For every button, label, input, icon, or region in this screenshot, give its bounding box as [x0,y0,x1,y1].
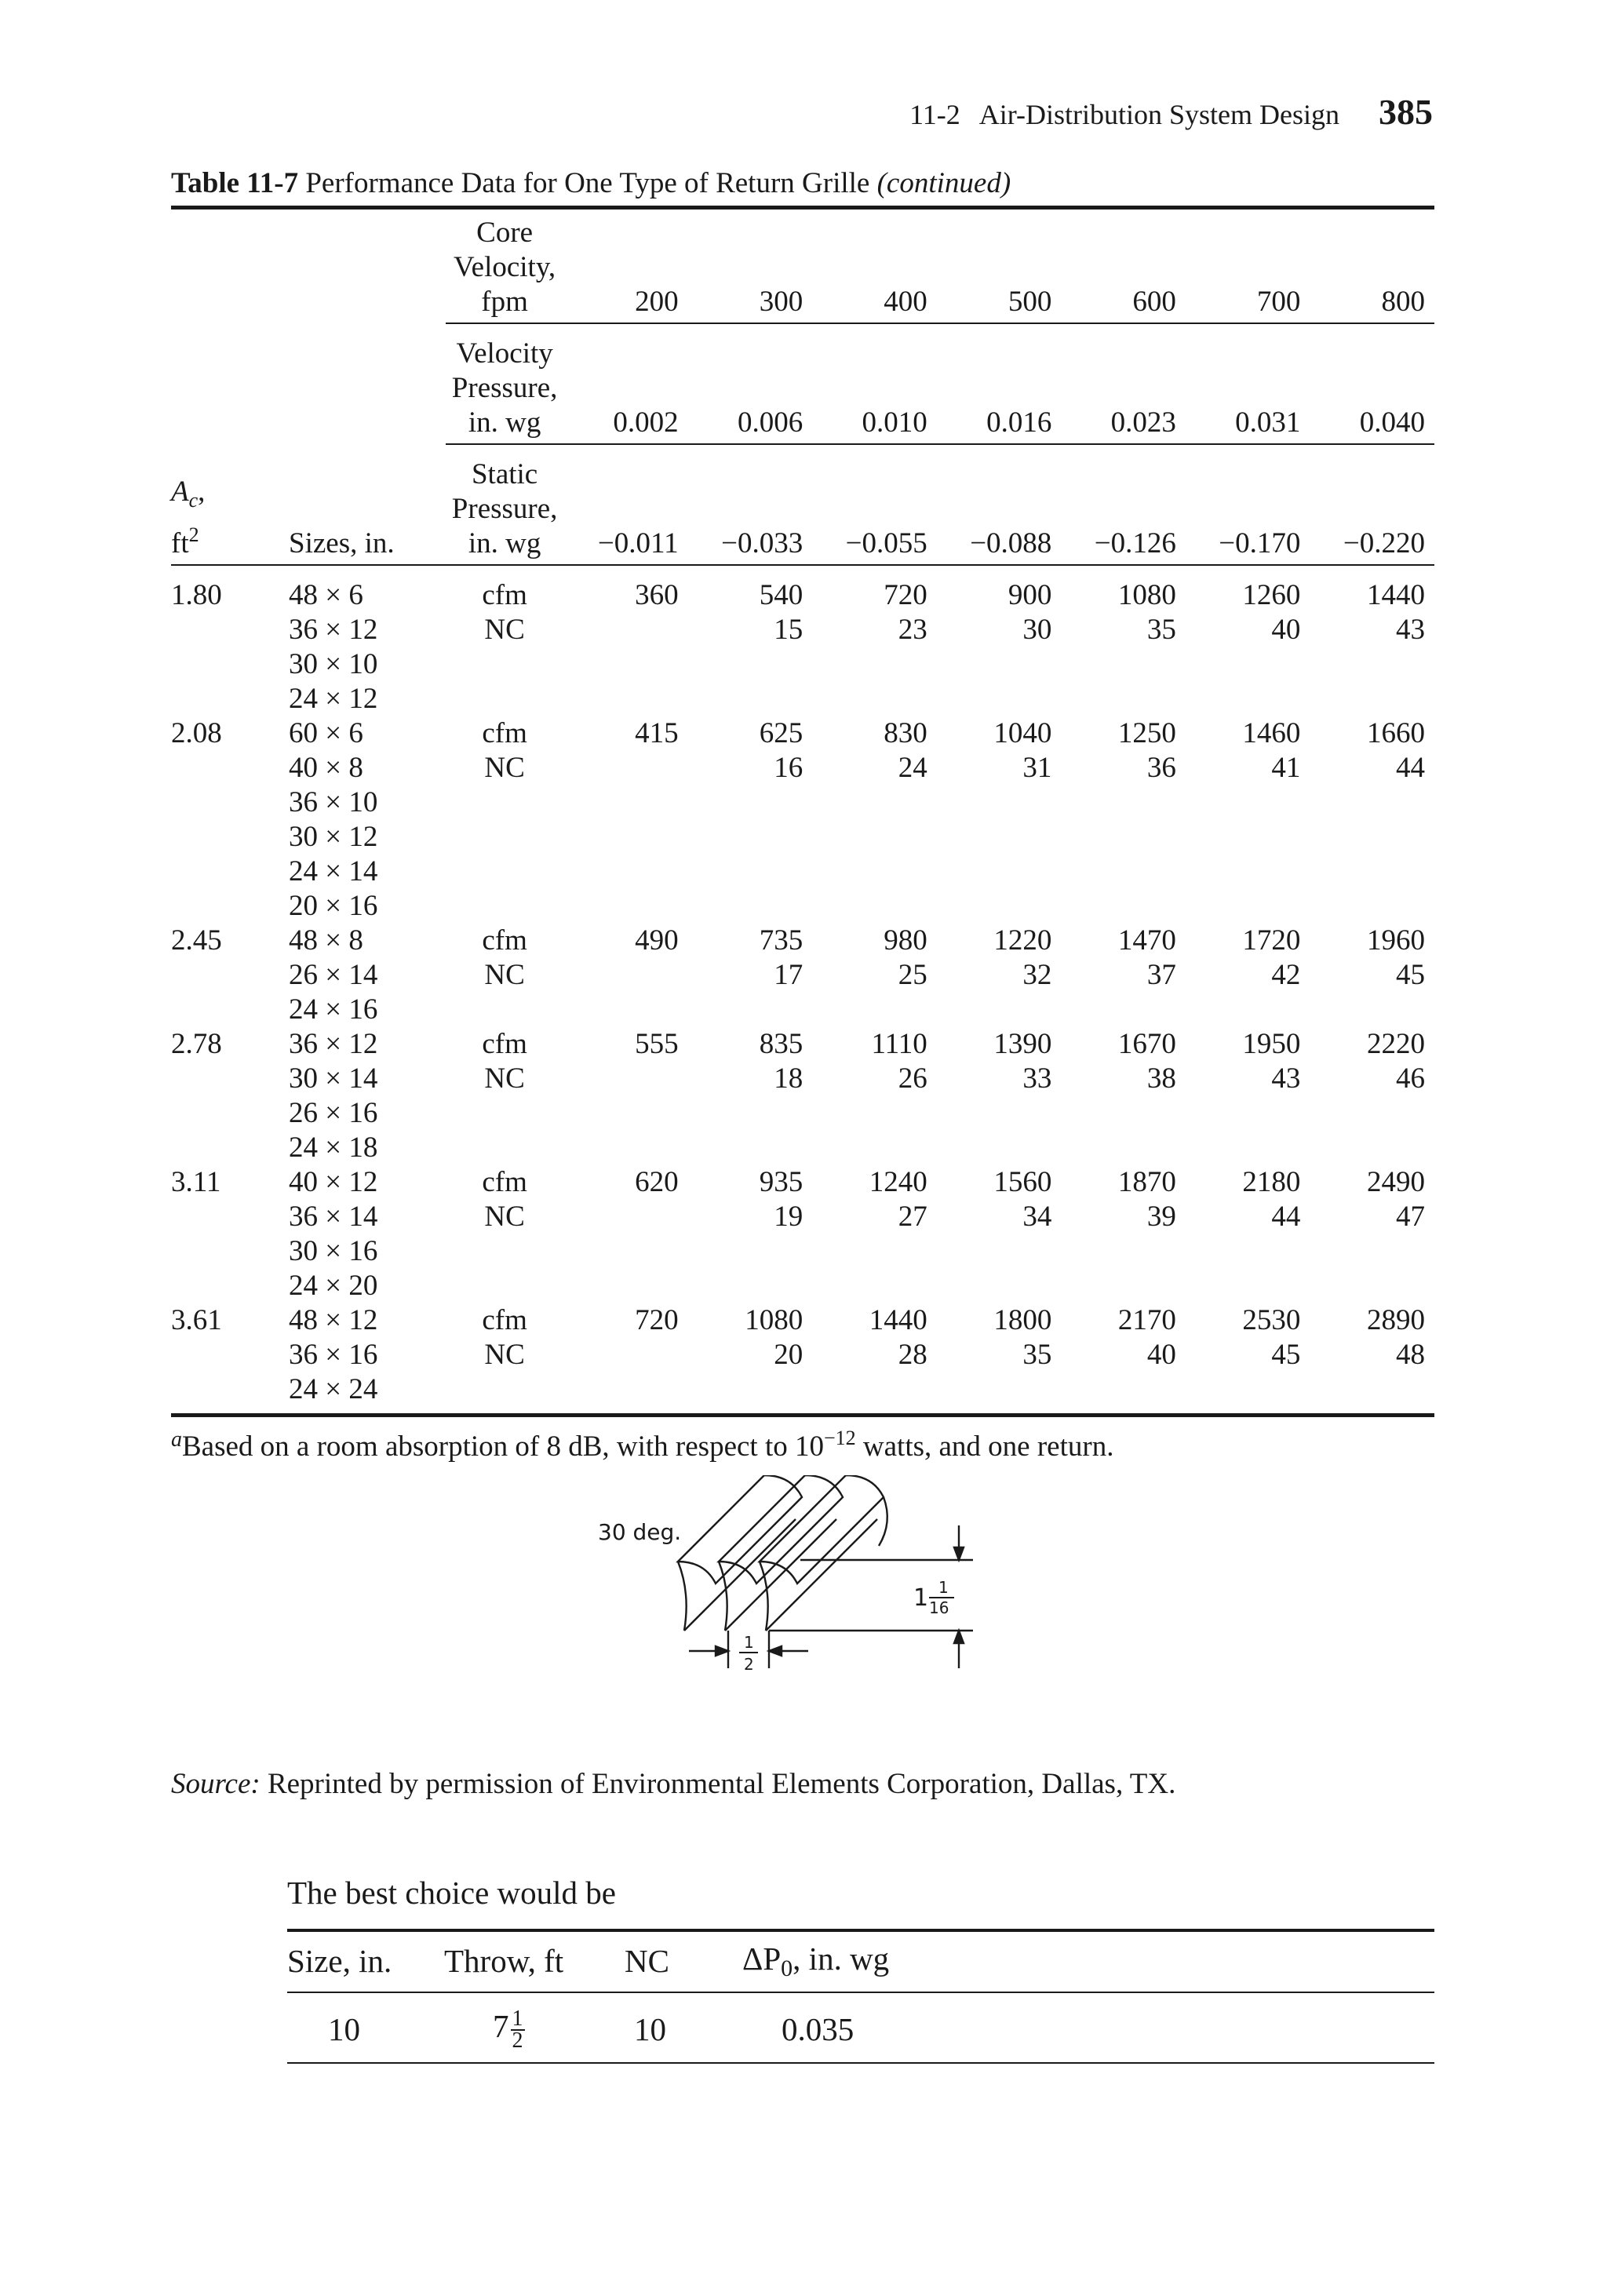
grille-size: 20 × 16 [289,890,378,922]
nc-label: NC [484,959,525,991]
static-pressure-header-row [171,457,1434,565]
table-caption [171,166,1011,200]
cfm-value: 720 [884,579,927,611]
table-row [171,1027,1434,1062]
cfm-value: 1440 [1367,579,1425,611]
nc-value: 28 [898,1339,927,1371]
grille-size: 48 × 6 [289,579,363,611]
ac-column-header: $A_c$, $ft^2$ [171,457,273,565]
nc-value: 20 [774,1339,804,1371]
table-row [171,1165,1434,1200]
nc-value [563,1062,688,1096]
chapter-title: Air-Distribution System Design [978,99,1339,130]
static-pressure-value: −0.170 [1186,457,1310,565]
velocity-pressure-label: Velocity Pressure, in. wg [446,337,563,444]
nc-value: 30 [1022,614,1052,646]
table-row [171,1096,1434,1131]
table-row [171,1372,1434,1407]
cfm-value: 980 [884,924,927,957]
cfm-value: 540 [759,579,804,611]
grille-size: 24 × 24 [289,1373,378,1405]
footnote-text-end: watts, and one return. [855,1430,1114,1463]
angle-label: 30 deg. [598,1519,682,1545]
cfm-value: 1080 [1117,579,1176,611]
nc-value [563,1338,688,1372]
cfm-value: 1870 [1117,1166,1176,1198]
cfm-label: cfm [482,579,527,611]
grille-size: 26 × 14 [289,959,378,991]
grille-size: 36 × 12 [289,1028,378,1060]
grille-size: 26 × 16 [289,1097,378,1129]
cfm-value: 2220 [1367,1028,1425,1060]
table-row [171,751,1434,785]
grille-size: 40 × 8 [289,752,363,784]
static-pressure-value: −0.055 [812,457,937,565]
cfm-value: 1800 [993,1304,1052,1336]
core-velocity-header-row [171,216,1434,323]
cfm-value: 720 [635,1304,679,1336]
ac-value: 3.11 [171,1166,221,1198]
grille-size: 24 × 12 [289,683,378,715]
pitch-den: 2 [744,1655,754,1674]
table-row [171,647,1434,682]
table-row [171,716,1434,751]
nc-value: 19 [774,1201,804,1233]
table-row [171,993,1434,1027]
cfm-value: 1220 [993,924,1052,957]
table-row [171,682,1434,716]
core-velocity-value: 400 [812,216,937,323]
grille-size: 40 × 12 [289,1166,378,1198]
cfm-value: 1250 [1117,717,1176,749]
source-text: Reprinted by permission of Environmental Elements Corporation, Dallas, TX. [260,1768,1176,1800]
choice-throw: 7 $\frac{1}{2}$ [444,1992,625,2063]
core-velocity-value: 300 [688,216,813,323]
source-credit [171,1767,1175,1801]
nc-value: 15 [774,614,804,646]
grille-size: 36 × 10 [289,786,378,818]
cfm-value: 835 [759,1028,804,1060]
blade-2 [719,1475,843,1584]
static-pressure-value: −0.033 [688,457,813,565]
nc-value: 32 [1022,959,1052,991]
choice-pressure-drop: 0.035 [742,1992,1434,2063]
nc-value: 16 [774,752,804,784]
footnote-marker: a [171,1427,182,1452]
nc-value [563,958,688,993]
cfm-value: 1390 [993,1028,1052,1060]
table-row [171,855,1434,889]
velocity-pressure-value: 0.040 [1310,337,1434,444]
table-continued-note: (continued) [876,167,1011,199]
velocity-pressure-header-row [171,337,1434,444]
nc-value: 31 [1022,752,1052,784]
header-size: Size, in. [287,1930,444,1992]
table-label: Table 11-7 [171,167,299,199]
cfm-value: 1560 [993,1166,1052,1198]
blade-edge-1 [678,1562,687,1631]
running-header [909,91,1433,133]
cfm-label: cfm [482,1028,527,1060]
ac-value: 2.78 [171,1028,222,1060]
cfm-value: 1440 [869,1304,927,1336]
header-pressure-drop: ΔP0, in. wg [742,1930,1434,1992]
cfm-value: 935 [759,1166,804,1198]
grille-size: 24 × 14 [289,855,378,887]
nc-value: 18 [774,1062,804,1095]
table-row [171,1269,1434,1303]
height-num: 1 [938,1578,949,1597]
cfm-value: 735 [759,924,804,957]
grille-size: 30 × 12 [289,821,378,853]
cfm-value: 1260 [1242,579,1301,611]
nc-value: 25 [898,959,927,991]
nc-value: 46 [1396,1062,1425,1095]
nc-value: 43 [1271,1062,1301,1095]
nc-value: 45 [1396,959,1425,991]
best-choice-intro: The best choice would be [287,1875,616,1911]
table-row [171,1131,1434,1165]
core-velocity-value: 500 [937,216,1062,323]
cfm-value: 490 [635,924,679,957]
nc-value [563,751,688,785]
static-pressure-value: −0.088 [937,457,1062,565]
static-pressure-value: −0.126 [1061,457,1186,565]
cfm-value: 1960 [1367,924,1425,957]
velocity-pressure-value: 0.023 [1061,337,1186,444]
source-label: Source: [171,1768,261,1800]
header-throw: Throw, ft [444,1930,625,1992]
grille-size: 24 × 16 [289,993,378,1026]
nc-value: 47 [1396,1201,1425,1233]
nc-label: NC [484,1201,525,1233]
nc-value: 27 [898,1201,927,1233]
static-pressure-label: Static Pressure, in. wg [446,457,563,565]
grille-size: 36 × 12 [289,614,378,646]
table-row [287,1992,1434,2063]
nc-value: 35 [1022,1339,1052,1371]
cfm-label: cfm [482,1304,527,1336]
cfm-value: 1110 [871,1028,927,1060]
cfm-value: 415 [635,717,679,749]
nc-value: 41 [1271,752,1301,784]
nc-label: NC [484,1339,525,1371]
grille-size: 24 × 18 [289,1132,378,1164]
nc-value: 42 [1271,959,1301,991]
cfm-value: 1040 [993,717,1052,749]
grille-size: 30 × 14 [289,1062,378,1095]
cfm-value: 830 [884,717,927,749]
cfm-value: 1240 [869,1166,927,1198]
nc-value: 38 [1146,1062,1176,1095]
performance-table [171,206,1434,1417]
cfm-value: 360 [635,579,679,611]
ac-value: 3.61 [171,1304,222,1336]
cfm-value: 2890 [1367,1304,1425,1336]
core-velocity-value: 200 [563,216,688,323]
velocity-pressure-value: 0.010 [812,337,937,444]
pitch-num: 1 [744,1633,754,1652]
nc-label: NC [484,752,525,784]
nc-value: 34 [1022,1201,1052,1233]
nc-value: 44 [1396,752,1425,784]
nc-value: 23 [898,614,927,646]
cfm-value: 900 [1008,579,1052,611]
velocity-pressure-value: 0.016 [937,337,1062,444]
nc-value: 35 [1146,614,1176,646]
grille-blade-diagram [596,1475,1036,1758]
table-row [171,785,1434,820]
table-row [171,820,1434,855]
table-row [171,1062,1434,1096]
table-footnote [171,1427,1113,1463]
grille-size: 24 × 20 [289,1270,378,1302]
choice-nc: 10 [625,1992,742,2063]
table-row [171,1234,1434,1269]
section-number: 11-2 [909,99,960,130]
footnote-text: Based on a room absorption of 8 dB, with respect to 10 [182,1430,824,1463]
table-row [171,613,1434,647]
cfm-value: 1720 [1242,924,1301,957]
grille-size: 48 × 8 [289,924,363,957]
table-title: Performance Data for One Type of Return Grille [305,167,870,199]
best-choice-table [287,1929,1434,2064]
nc-value [563,613,688,647]
nc-label: NC [484,1062,525,1095]
ac-value: 2.45 [171,924,222,957]
cfm-value: 2180 [1242,1166,1301,1198]
core-velocity-value: 600 [1061,216,1186,323]
table-row [171,889,1434,924]
cfm-value: 555 [635,1028,679,1060]
nc-value: 40 [1146,1339,1176,1371]
cfm-value: 1470 [1117,924,1176,957]
cfm-value: 2170 [1117,1304,1176,1336]
velocity-pressure-value: 0.031 [1186,337,1310,444]
grille-size: 36 × 14 [289,1201,378,1233]
core-velocity-value: 800 [1310,216,1434,323]
cfm-value: 1950 [1242,1028,1301,1060]
table-row [171,1200,1434,1234]
velocity-pressure-value: 0.006 [688,337,813,444]
nc-label: NC [484,614,525,646]
grille-size: 48 × 12 [289,1304,378,1336]
header-nc: NC [625,1930,742,1992]
cfm-label: cfm [482,924,527,957]
ac-value: 2.08 [171,717,222,749]
cfm-value: 620 [635,1166,679,1198]
height-whole: 1 [913,1584,929,1612]
sizes-column-header: Sizes, in. [273,457,446,565]
nc-value: 17 [774,959,804,991]
nc-value: 36 [1146,752,1176,784]
grille-size: 60 × 6 [289,717,363,749]
grille-size: 30 × 16 [289,1235,378,1267]
cfm-label: cfm [482,1166,527,1198]
static-pressure-value: −0.220 [1310,457,1434,565]
grille-size: 36 × 16 [289,1339,378,1371]
blade-3 [760,1475,884,1584]
cfm-value: 1670 [1117,1028,1176,1060]
cfm-value: 2490 [1367,1166,1425,1198]
core-velocity-value: 700 [1186,216,1310,323]
nc-value: 33 [1022,1062,1052,1095]
ac-value: 1.80 [171,579,222,611]
cfm-label: cfm [482,717,527,749]
static-pressure-value: −0.011 [563,457,688,565]
cfm-value: 1080 [745,1304,804,1336]
cfm-value: 2530 [1242,1304,1301,1336]
table-row [171,958,1434,993]
nc-value: 45 [1271,1339,1301,1371]
cfm-value: 1460 [1242,717,1301,749]
velocity-pressure-value: 0.002 [563,337,688,444]
nc-value: 26 [898,1062,927,1095]
nc-value: 48 [1396,1339,1425,1371]
table-row [171,1303,1434,1338]
page-number: 385 [1379,92,1433,132]
nc-value [563,1200,688,1234]
nc-value: 37 [1146,959,1176,991]
nc-value: 43 [1396,614,1425,646]
table-row [171,924,1434,958]
nc-value: 40 [1271,614,1301,646]
cfm-value: 1660 [1367,717,1425,749]
footnote-exponent: −12 [823,1427,856,1449]
choice-size: 10 [287,1992,444,2063]
table-row [171,578,1434,613]
height-den: 16 [929,1598,949,1617]
grille-size: 30 × 10 [289,648,378,680]
nc-value: 24 [898,752,927,784]
nc-value: 44 [1271,1201,1301,1233]
core-velocity-label: Core Velocity, fpm [446,216,563,323]
table-row [171,1338,1434,1372]
nc-value: 39 [1146,1201,1176,1233]
cfm-value: 625 [759,717,804,749]
